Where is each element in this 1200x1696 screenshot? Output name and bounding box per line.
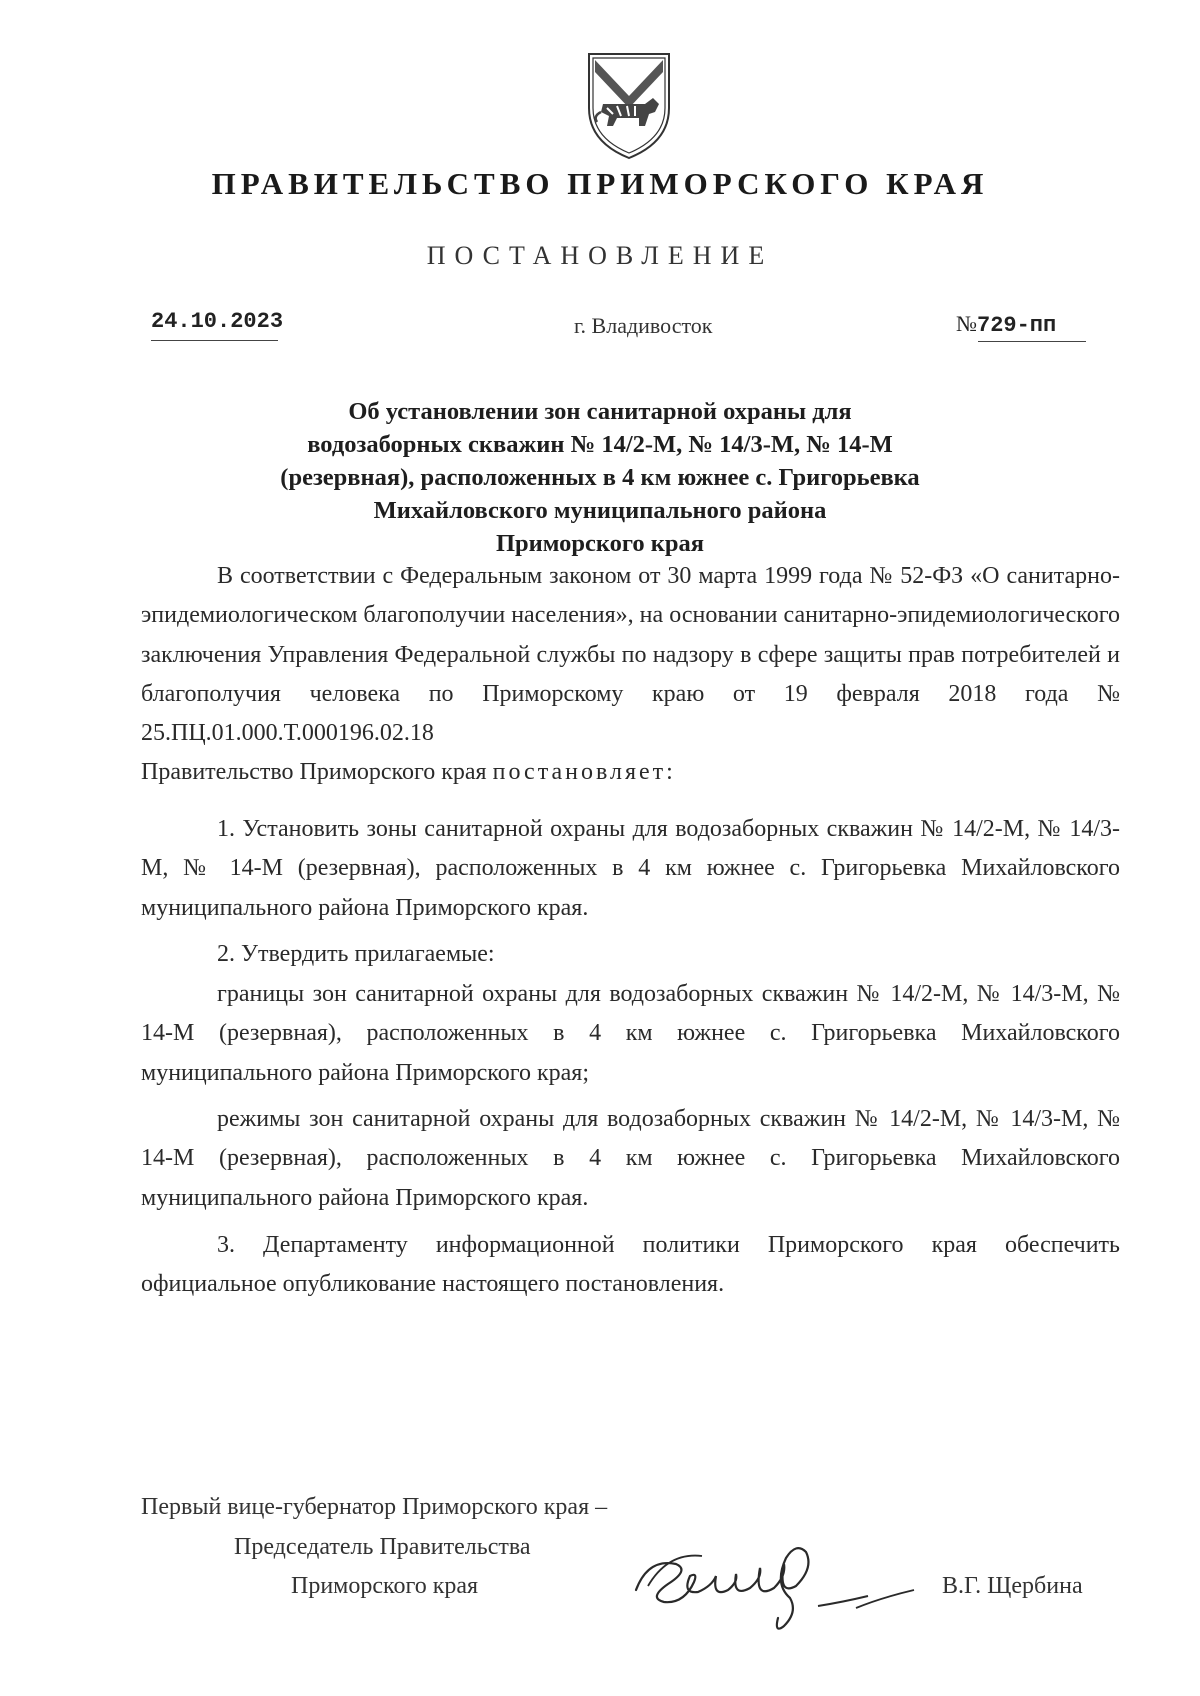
- signatory-title-line3: Приморского края: [291, 1573, 479, 1599]
- item-2b: режимы зон санитарной охраны для водозаборных скважин № 14/2-М, № 14/3-М, № 14-М (резервная), расположенных в 4 км южнее с. Григорьевка Михайловского муниципального района Приморского края.: [141, 1106, 1120, 1211]
- heading-line: Михайловского муниципального района: [373, 497, 827, 524]
- decree-line: [141, 753, 1120, 792]
- signatory-name: В.Г. Щербина: [942, 1573, 1083, 1599]
- number-prefix: №: [956, 311, 977, 336]
- heading-line: водозаборных скважин № 14/2-М, № 14/3-М, № 14-М: [307, 431, 893, 458]
- signatory-title-line2: Председатель Правительства: [234, 1534, 531, 1560]
- intro-paragraph: В соответствии с Федеральным законом от 30 марта 1999 года № 52-ФЗ «О санитарно-эпидемиологическом благополучии населения», на основании санитарно-эпидемиологического заключения Управления Федеральной службы по надзору в сфере защиты прав потребителей и благополучия человека по Приморскому краю от 19 февраля 2018 года № 25.ПЦ.01.000.Т.000196.02.18: [141, 563, 1120, 747]
- handwritten-signature-icon: [628, 1528, 928, 1638]
- item-2: 2. Утвердить прилагаемые:: [217, 941, 495, 967]
- item2b-block: [141, 1100, 1120, 1218]
- item2a-block: [141, 975, 1120, 1093]
- intro-block: [141, 557, 1120, 793]
- document-number: [956, 311, 1056, 338]
- item-2a: границы зон санитарной охраны для водозаборных скважин № 14/2-М, № 14/3-М, № 14-М (резервная), расположенных в 4 км южнее с. Григорьевка Михайловского муниципального района Приморского края;: [141, 981, 1120, 1086]
- document-type: ПОСТАНОВЛЕНИЕ: [426, 241, 774, 270]
- item3-block: [141, 1226, 1120, 1305]
- item2-block: [141, 935, 1120, 974]
- document-city: г. Владивосток: [574, 313, 713, 338]
- document-date: 24.10.2023: [151, 309, 284, 334]
- item-1: 1. Установить зоны санитарной охраны для водозаборных скважин № 14/2-М, № 14/3-М, № 14-М (резервная), расположенных в 4 км южнее с. Григорьевка Михайловского муниципального района Приморского края.: [141, 816, 1120, 921]
- signatory-title-line1: Первый вице-губернатор Приморского края –: [141, 1494, 608, 1520]
- government-title: ПРАВИТЕЛЬСТВО ПРИМОРСКОГО КРАЯ: [211, 166, 989, 201]
- number-value: 729-пп: [977, 313, 1057, 338]
- coat-of-arms-icon: [583, 46, 675, 162]
- decree-word: постановляет:: [492, 759, 676, 786]
- heading-line: (резервная), расположенных в 4 км южнее с. Григорьевка: [280, 464, 920, 491]
- heading-line: Об установлении зон санитарной охраны для: [348, 398, 852, 425]
- number-underline: [978, 341, 1086, 342]
- decree-lead: Правительство Приморского края: [141, 759, 487, 786]
- item1-block: [141, 810, 1120, 928]
- heading-line: Приморского края: [495, 530, 705, 557]
- document-heading: [180, 395, 1020, 560]
- item-3: 3. Департаменту информационной политики Приморского края обеспечить официальное опубликование настоящего постановления.: [141, 1232, 1120, 1298]
- date-underline: [151, 340, 278, 341]
